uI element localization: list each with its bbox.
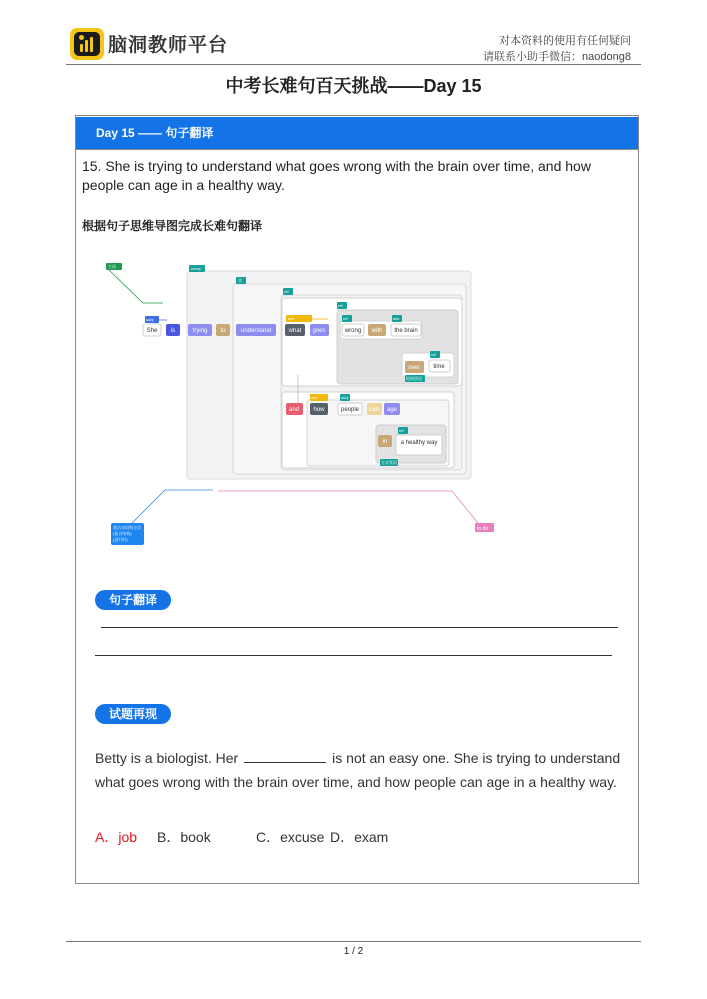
notice-line-2: 请联系小助手微信：naodong8 (483, 51, 631, 63)
word-trying-text: trying (192, 328, 208, 334)
connector-note-left (130, 490, 213, 525)
tag-comp-text: comp (191, 266, 201, 271)
question-blank[interactable] (244, 748, 326, 763)
word-the-brain-text: the brain (394, 328, 418, 334)
translation-section-label: 句子翻译 (95, 590, 171, 610)
question-before-blank: Betty is a biologist. Her (95, 750, 239, 766)
note-right-text: to do (477, 526, 489, 532)
tag-ref-3-text: ref (343, 316, 348, 321)
tag-subj-2-text: subj (341, 395, 349, 400)
word-understand-text: understand (240, 328, 272, 334)
contact-notice (483, 33, 631, 65)
sentence-mind-map (100, 255, 500, 555)
retest-section-label: 试题再现 (95, 704, 171, 724)
answer-line-2[interactable] (95, 655, 612, 656)
connector-subject (109, 270, 163, 303)
word-can-text: can (369, 407, 379, 413)
tag-obj-text: 宾 (238, 278, 242, 283)
tag-ref-5-text: ref (399, 428, 404, 433)
option-d[interactable]: D．exam (330, 829, 389, 845)
header-divider (66, 64, 641, 65)
option-c[interactable]: C．excuse (256, 829, 325, 845)
tag-ref-1-text: ref (284, 289, 289, 294)
footer-divider (66, 941, 641, 942)
source-sentence: 15. She is trying to understand what goes wrong with the brain over time, and how people can age in a healthy way. (82, 158, 591, 193)
note-left-line-1: 表示动词和主语 (113, 525, 141, 530)
brand-name: 脑洞教师平台 (108, 35, 229, 56)
word-what-text: what (288, 328, 302, 334)
word-a-healthy-way-text: a healthy way (400, 440, 438, 446)
answer-line-1[interactable] (101, 627, 618, 628)
word-age-text: age (386, 407, 398, 413)
option-b[interactable]: B．book (157, 829, 211, 845)
word-in-text: in (382, 439, 388, 445)
notice-line-1: 对本资料的使用有任何疑问 (499, 35, 631, 47)
word-over-text: over (408, 365, 420, 371)
note-left-line-2: (复合结构) (113, 531, 132, 536)
tag-time-text: 时间状语 (406, 376, 422, 381)
tag-adv-1-text: adv (288, 316, 295, 321)
connector-note-right (218, 491, 478, 523)
word-she-text: She (146, 328, 158, 334)
word-and-text: and (288, 407, 300, 413)
diagram-instruction: 根据句子思维导图完成长难句翻译 (82, 219, 263, 233)
word-goes-text: goes (312, 328, 326, 334)
card-heading: Day 15 —— 句子翻译 (76, 117, 638, 149)
tag-ref-4-text: ref (431, 352, 436, 357)
option-a[interactable]: A．job (95, 829, 138, 845)
note-left-line-3: (进行时) (113, 537, 128, 542)
word-is-text: is (170, 328, 176, 334)
word-wrong-text: wrong (344, 328, 362, 334)
tag-adv-2-text: adv (393, 316, 400, 321)
card-heading-divider (76, 149, 638, 150)
page-title: 中考长难句百天挑战——Day 15 (225, 76, 482, 96)
word-people-text: people (340, 407, 360, 413)
word-time-text: time (433, 364, 445, 370)
tag-subj-text: subj (146, 317, 154, 322)
question-text (95, 746, 630, 794)
word-to-text: to (220, 328, 226, 334)
tag-ref-2-text: ref (338, 303, 343, 308)
tag-adv-3-text: adv (311, 395, 318, 400)
question-after-blank: is not an easy one. She is trying to understand what goes wrong with the brain over time, and how people can age in a healthy way. (95, 750, 621, 790)
tag-manner-text: 方式状语 (381, 460, 397, 465)
word-with-text: with (371, 328, 383, 334)
logo-icon (70, 28, 104, 60)
tag-subject-text: 主语 (108, 264, 116, 269)
word-how-text: how (313, 407, 325, 413)
page-number: 1 / 2 (343, 946, 364, 957)
